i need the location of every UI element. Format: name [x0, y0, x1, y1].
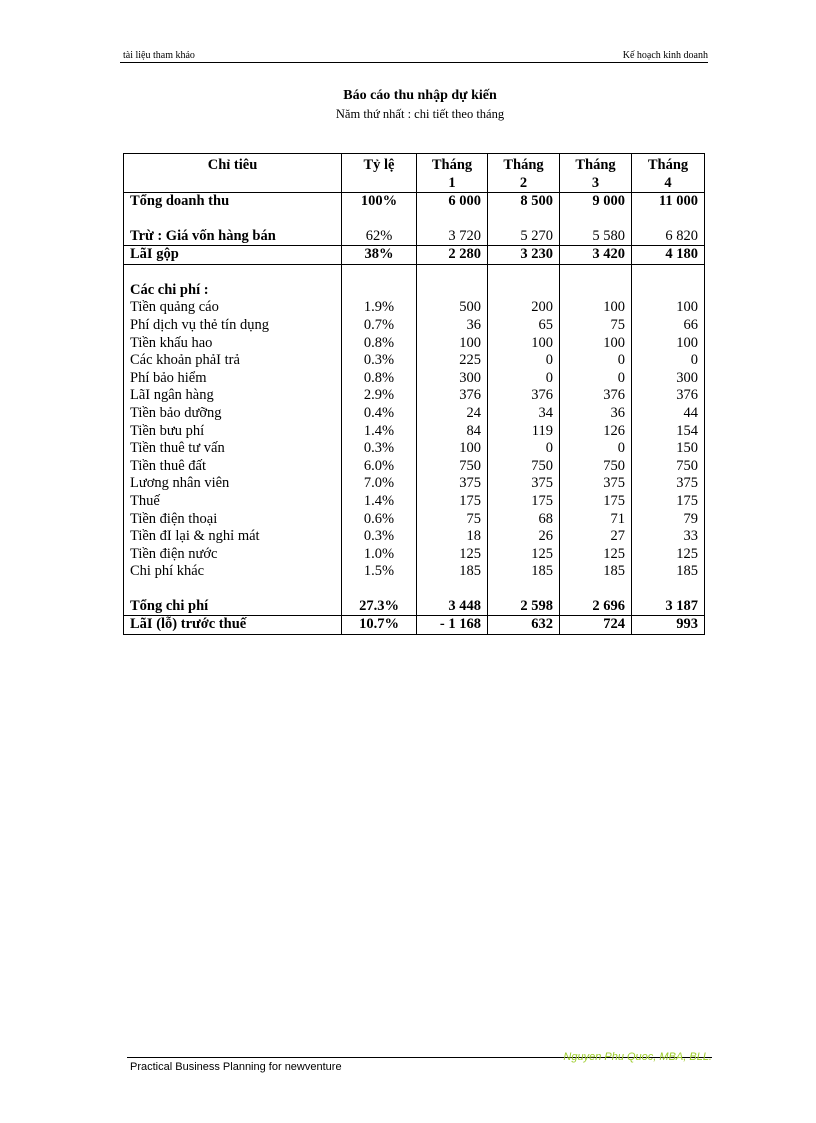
cell-m1: 175 — [417, 493, 488, 511]
cell-pct: 0.6% — [342, 511, 417, 529]
cell-m3: 0 — [560, 370, 632, 388]
cell-label: Tiền điện thoại — [124, 511, 342, 529]
expense-row — [124, 335, 705, 353]
cell-pct: 62% — [342, 228, 417, 246]
cell-label: Lương nhân viên — [124, 475, 342, 493]
cell-m3: 100 — [560, 299, 632, 317]
cell-pct: 1.0% — [342, 546, 417, 564]
cell-m1: 100 — [417, 335, 488, 353]
cell-m4: 750 — [632, 458, 705, 476]
cell-m3: 75 — [560, 317, 632, 335]
spacer-row — [124, 211, 705, 228]
row-revenue — [124, 193, 705, 211]
cell-label: Tiền bảo dưỡng — [124, 405, 342, 423]
cell-m3: 750 — [560, 458, 632, 476]
cell-label: Trừ : Giá vốn hàng bán — [124, 228, 342, 246]
cell-label: Tiền thuê đất — [124, 458, 342, 476]
cell-m4: 175 — [632, 493, 705, 511]
cell-m3: 376 — [560, 387, 632, 405]
cell-m3: 126 — [560, 423, 632, 441]
cell-m1: 84 — [417, 423, 488, 441]
spacer-row — [124, 264, 705, 282]
cell-m3: 71 — [560, 511, 632, 529]
cell-m3: 5 580 — [560, 228, 632, 246]
cell-m4: 0 — [632, 352, 705, 370]
row-gross-profit — [124, 246, 705, 265]
cell-label: Tiền quảng cáo — [124, 299, 342, 317]
cell-m2: 750 — [488, 458, 560, 476]
cell-m1: 185 — [417, 563, 488, 581]
cell-m1: 376 — [417, 387, 488, 405]
cell-m1: 75 — [417, 511, 488, 529]
cell-m3: 2 696 — [560, 598, 632, 616]
cell-label: Tổng chi phí — [124, 598, 342, 616]
cell-m1: 36 — [417, 317, 488, 335]
col-header-month-1: Tháng 1 — [417, 154, 488, 193]
cell-label: Phí dịch vụ thẻ tín dụng — [124, 317, 342, 335]
expense-row — [124, 440, 705, 458]
cell-pct: 2.9% — [342, 387, 417, 405]
expense-row — [124, 563, 705, 581]
cell-m2: 185 — [488, 563, 560, 581]
expense-row — [124, 405, 705, 423]
col-header-indicator: Chỉ tiêu — [124, 154, 342, 193]
cell-pct: 0.8% — [342, 370, 417, 388]
expense-row — [124, 387, 705, 405]
cell-pct: 100% — [342, 193, 417, 211]
cell-label: Các chi phí : — [124, 282, 342, 300]
cell-label: Tiền đI lại & nghỉ mát — [124, 528, 342, 546]
cell-m2: 34 — [488, 405, 560, 423]
cell-m1: 24 — [417, 405, 488, 423]
cell-pct: 0.7% — [342, 317, 417, 335]
cell-m4: 154 — [632, 423, 705, 441]
cell-m2: 26 — [488, 528, 560, 546]
cell-label: Phí bảo hiểm — [124, 370, 342, 388]
cell-pct: 1.4% — [342, 423, 417, 441]
cell-m3: 724 — [560, 616, 632, 635]
expense-row — [124, 317, 705, 335]
cell-pct: 38% — [342, 246, 417, 265]
header-left-text: tài liệu tham khảo — [123, 50, 195, 61]
col-header-month-2: Tháng 2 — [488, 154, 560, 193]
cell-pct: 27.3% — [342, 598, 417, 616]
cell-m2: 65 — [488, 317, 560, 335]
expense-row — [124, 546, 705, 564]
footer-left-text: Practical Business Planning for newventure — [130, 1061, 342, 1073]
expense-row — [124, 528, 705, 546]
cell-m3: 0 — [560, 352, 632, 370]
cell-m1: 300 — [417, 370, 488, 388]
cell-label: Các khoản phảI trả — [124, 352, 342, 370]
cell-m4: 79 — [632, 511, 705, 529]
cell-m1: 750 — [417, 458, 488, 476]
row-expenses-heading — [124, 282, 705, 300]
cell-m3: 100 — [560, 335, 632, 353]
cell-m4: 185 — [632, 563, 705, 581]
cell-m3: 9 000 — [560, 193, 632, 211]
cell-m1: 125 — [417, 546, 488, 564]
cell-m4: 4 180 — [632, 246, 705, 265]
table-header-row — [124, 154, 705, 193]
header-right-text: Kế hoạch kinh doanh — [622, 50, 708, 61]
cell-m4: 300 — [632, 370, 705, 388]
cell-pct: 1.5% — [342, 563, 417, 581]
page-footer — [127, 1051, 712, 1076]
expense-row — [124, 370, 705, 388]
cell-m2: 376 — [488, 387, 560, 405]
cell-m1: 18 — [417, 528, 488, 546]
cell-m3: 36 — [560, 405, 632, 423]
cell-m2: 200 — [488, 299, 560, 317]
page-header — [120, 48, 708, 63]
cell-m2: 175 — [488, 493, 560, 511]
cell-pct: 0.3% — [342, 440, 417, 458]
cell-m3: 27 — [560, 528, 632, 546]
cell-label: Tổng doanh thu — [124, 193, 342, 211]
cell-m4: 33 — [632, 528, 705, 546]
cell-m2: 100 — [488, 335, 560, 353]
cell-m1: 2 280 — [417, 246, 488, 265]
cell-pct: 10.7% — [342, 616, 417, 635]
cell-pct: 0.8% — [342, 335, 417, 353]
cell-label: Tiền khấu hao — [124, 335, 342, 353]
cell-m1: 3 448 — [417, 598, 488, 616]
col-header-month-3: Tháng 3 — [560, 154, 632, 193]
cell-label: Tiền bưu phí — [124, 423, 342, 441]
cell-m4: 993 — [632, 616, 705, 635]
cell-m3: 3 420 — [560, 246, 632, 265]
cell-m1: 6 000 — [417, 193, 488, 211]
cell-m4: 376 — [632, 387, 705, 405]
cell-m3: 375 — [560, 475, 632, 493]
cell-m4: 11 000 — [632, 193, 705, 211]
cell-m2: 119 — [488, 423, 560, 441]
cell-pct: 0.3% — [342, 352, 417, 370]
cell-label: LãI (lỗ) trước thuế — [124, 616, 342, 635]
cell-m2: 0 — [488, 370, 560, 388]
cell-label: LãI ngân hàng — [124, 387, 342, 405]
footer-author-text: Nguyen Phu Quoc, MBA, BLL. — [563, 1051, 712, 1063]
cell-m4: 3 187 — [632, 598, 705, 616]
expense-row — [124, 423, 705, 441]
cell-m1: 100 — [417, 440, 488, 458]
cell-label: Thuế — [124, 493, 342, 511]
cell-pct: 0.4% — [342, 405, 417, 423]
cell-pct: 6.0% — [342, 458, 417, 476]
cell-m4: 6 820 — [632, 228, 705, 246]
cell-m4: 125 — [632, 546, 705, 564]
report-subtitle: Năm thứ nhất : chi tiết theo tháng — [335, 107, 505, 121]
cell-m2: 0 — [488, 352, 560, 370]
cell-pct: 1.9% — [342, 299, 417, 317]
cell-m2: 375 — [488, 475, 560, 493]
col-header-month-4: Tháng 4 — [632, 154, 705, 193]
cell-m2: 2 598 — [488, 598, 560, 616]
cell-m1: - 1 168 — [417, 616, 488, 635]
cell-m2: 8 500 — [488, 193, 560, 211]
cell-m3: 0 — [560, 440, 632, 458]
cell-m1: 225 — [417, 352, 488, 370]
row-cogs — [124, 228, 705, 246]
cell-m2: 125 — [488, 546, 560, 564]
cell-m4: 44 — [632, 405, 705, 423]
cell-m2: 5 270 — [488, 228, 560, 246]
expense-row — [124, 493, 705, 511]
cell-pct: 7.0% — [342, 475, 417, 493]
cell-label: LãI gộp — [124, 246, 342, 265]
cell-pct: 1.4% — [342, 493, 417, 511]
cell-m2: 3 230 — [488, 246, 560, 265]
expense-row — [124, 299, 705, 317]
cell-label: Chi phí khác — [124, 563, 342, 581]
cell-m2: 632 — [488, 616, 560, 635]
cell-label: Tiền điện nước — [124, 546, 342, 564]
row-pretax-profit — [124, 616, 705, 635]
cell-m4: 375 — [632, 475, 705, 493]
cell-label: Tiền thuê tư vấn — [124, 440, 342, 458]
report-title: Báo cáo thu nhập dự kiến — [343, 88, 497, 103]
expense-row — [124, 352, 705, 370]
cell-m1: 500 — [417, 299, 488, 317]
cell-m3: 175 — [560, 493, 632, 511]
cell-m2: 0 — [488, 440, 560, 458]
spacer-row — [124, 581, 705, 598]
expense-row — [124, 511, 705, 529]
cell-m4: 66 — [632, 317, 705, 335]
cell-m4: 150 — [632, 440, 705, 458]
expense-row — [124, 475, 705, 493]
row-total-expenses — [124, 598, 705, 616]
cell-m1: 3 720 — [417, 228, 488, 246]
income-table — [123, 153, 705, 635]
col-header-ratio: Tỷ lệ — [342, 154, 417, 193]
cell-m4: 100 — [632, 335, 705, 353]
cell-m3: 125 — [560, 546, 632, 564]
cell-m1: 375 — [417, 475, 488, 493]
cell-m3: 185 — [560, 563, 632, 581]
expense-row — [124, 458, 705, 476]
cell-m2: 68 — [488, 511, 560, 529]
cell-pct: 0.3% — [342, 528, 417, 546]
cell-m4: 100 — [632, 299, 705, 317]
